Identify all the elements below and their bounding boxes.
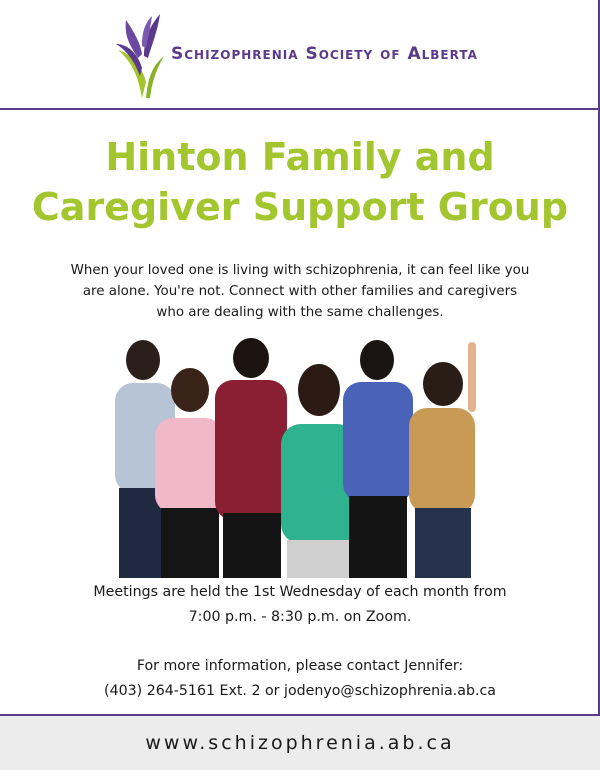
- organization-name: Schizophrenia Society of Alberta: [171, 44, 478, 64]
- intro-line-2: are alone. You're not. Connect with other families and caregivers: [82, 284, 518, 299]
- header: [0, 0, 600, 108]
- contact-info: [40, 654, 560, 704]
- website-link[interactable]: www.schizophrenia.ab.ca: [145, 732, 455, 754]
- page-title: [0, 132, 600, 232]
- header-divider: [0, 108, 600, 110]
- group-photo: [75, 328, 525, 578]
- intro-line-1: When your loved one is living with schizophrenia, it can feel like you: [70, 263, 530, 278]
- meeting-line-2: 7:00 p.m. - 8:30 p.m. on Zoom.: [188, 609, 412, 625]
- title-line-2: Caregiver Support Group: [31, 185, 569, 229]
- contact-line-1: For more information, please contact Jennifer:: [136, 658, 464, 674]
- intro-line-3: who are dealing with the same challenges.: [156, 305, 444, 320]
- meeting-line-1: Meetings are held the 1st Wednesday of each month from: [93, 584, 507, 600]
- title-line-1: Hinton Family and: [105, 135, 495, 179]
- meeting-info: [40, 580, 560, 630]
- footer: [0, 716, 600, 770]
- intro-paragraph: [60, 260, 540, 323]
- raised-hands-logo-icon: [112, 6, 168, 100]
- contact-line-2[interactable]: (403) 264-5161 Ext. 2 or jodenyo@schizophrenia.ab.ca: [104, 683, 496, 699]
